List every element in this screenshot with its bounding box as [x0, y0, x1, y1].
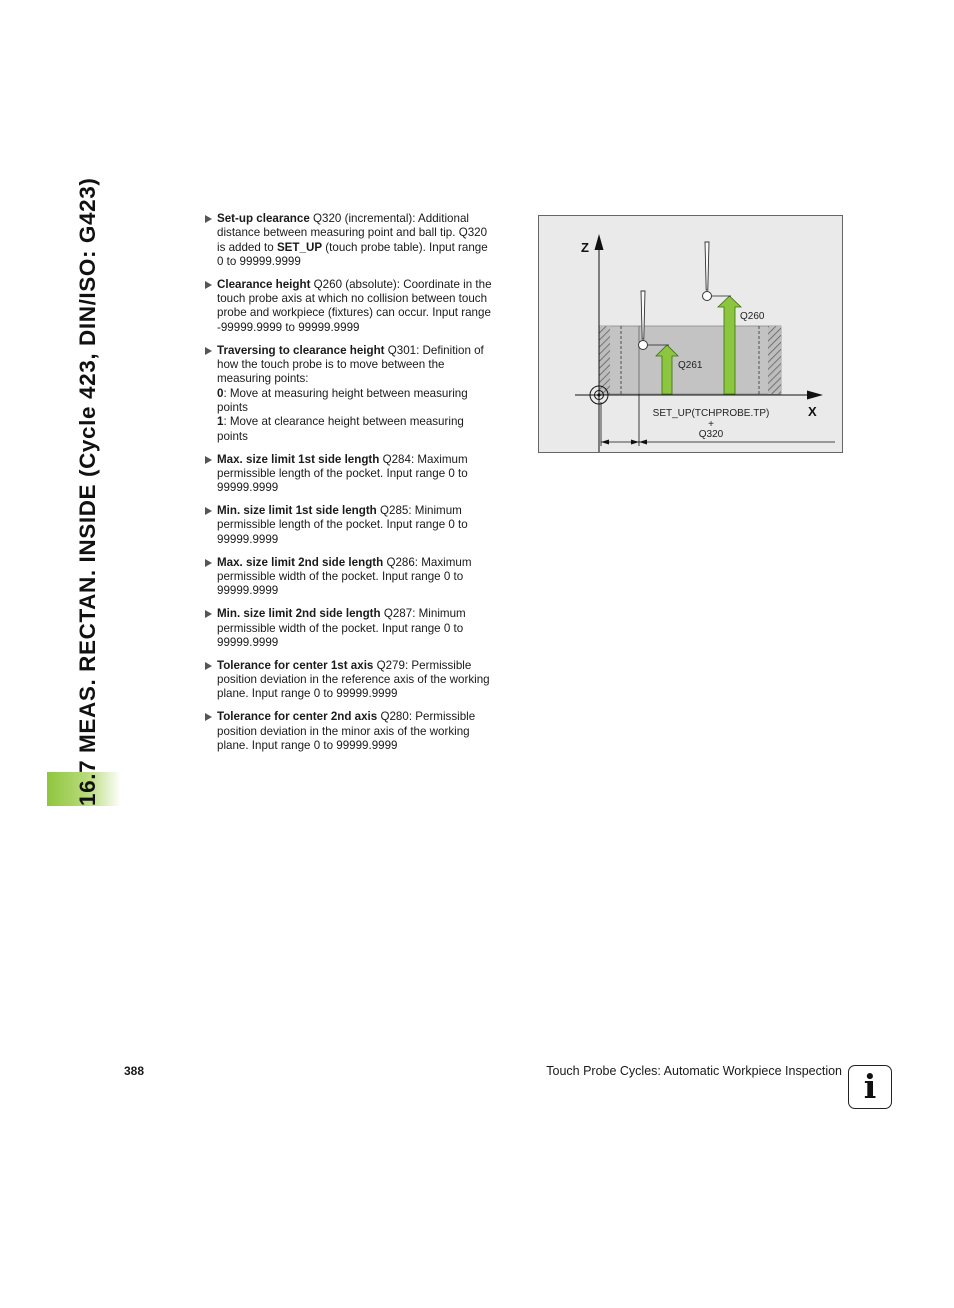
parameter-line	[217, 467, 522, 481]
parameter-term: Min. size limit 1st side length	[217, 504, 377, 518]
bullet-triangle-icon	[205, 507, 212, 515]
q261-label: Q261	[678, 360, 703, 371]
parameter-item	[204, 556, 522, 599]
parameter-line	[217, 533, 522, 547]
x-axis-arrowhead	[807, 391, 823, 400]
bullet-triangle-icon	[205, 662, 212, 670]
parameter-line	[217, 556, 522, 570]
parameter-line	[217, 321, 522, 335]
parameter-text: is added to	[217, 240, 277, 254]
bullet-triangle-icon	[205, 713, 212, 721]
parameter-text: 99999.9999	[217, 532, 279, 546]
probe-left-icon	[641, 291, 645, 339]
parameter-line	[217, 226, 522, 240]
z-axis-arrowhead	[595, 234, 604, 250]
parameter-item	[204, 607, 522, 650]
info-icon-glyph: i	[863, 1067, 877, 1106]
parameter-text: Q280: Permissible	[377, 710, 476, 724]
parameter-item	[204, 504, 522, 547]
parameter-text: Q284: Maximum	[379, 452, 468, 466]
setup-label: SET_UP(TCHPROBE.TP)	[652, 408, 770, 419]
parameter-line	[217, 292, 522, 306]
parameter-text: permissible width of the pocket. Input range 0 to	[217, 569, 464, 583]
parameter-line	[217, 372, 522, 386]
parameter-text: 0 to 99999.9999	[217, 254, 301, 268]
parameter-text: position deviation in the minor axis of the working	[217, 724, 470, 738]
parameter-text: how the touch probe is to move between the	[217, 358, 445, 372]
parameter-text: Q260 (absolute): Coordinate in the	[310, 277, 492, 291]
parameter-text: touch probe axis at which no collision between touch	[217, 292, 488, 306]
parameter-line	[217, 607, 522, 621]
parameter-term: Min. size limit 2nd side length	[217, 607, 381, 621]
page-number: 388	[124, 1064, 145, 1078]
parameter-line	[217, 584, 522, 598]
parameter-line	[217, 358, 522, 372]
parameter-item	[204, 278, 522, 335]
bullet-triangle-icon	[205, 456, 212, 464]
touch-probe-figure	[538, 215, 843, 453]
parameter-item	[204, 344, 522, 444]
parameter-line	[217, 430, 522, 444]
parameter-term: Tolerance for center 2nd axis	[217, 710, 378, 724]
parameter-text: Q320 (incremental): Additional	[309, 212, 469, 225]
plus-label: +	[708, 419, 714, 430]
parameter-text: points	[217, 429, 248, 443]
parameter-text: Q286: Maximum	[383, 555, 472, 569]
parameter-line	[217, 518, 522, 532]
parameter-line	[217, 673, 522, 687]
parameter-text: Q285: Minimum	[376, 504, 462, 518]
parameter-line	[217, 687, 522, 701]
parameter-term: Set-up clearance	[217, 212, 310, 225]
parameter-text: Q279: Permissible	[373, 658, 472, 672]
parameter-term: Tolerance for center 1st axis	[217, 658, 374, 672]
parameter-term: Max. size limit 2nd side length	[217, 555, 384, 569]
parameter-text: plane. Input range 0 to 99999.9999	[217, 739, 398, 752]
parameter-text: -99999.9999 to 99999.9999	[217, 320, 360, 334]
parameter-line	[217, 344, 522, 358]
parameter-line	[217, 481, 522, 495]
parameter-line	[217, 415, 522, 429]
parameter-line	[217, 306, 522, 320]
parameter-text: permissible width of the pocket. Input range 0 to	[217, 621, 464, 635]
parameter-text: permissible length of the pocket. Input range 0 to	[217, 466, 468, 480]
parameter-term: 0	[217, 386, 224, 400]
parameter-text: 99999.9999	[217, 481, 279, 495]
parameter-line	[217, 636, 522, 650]
probe-right-icon	[705, 242, 709, 290]
parameter-text: position deviation in the reference axis of the working	[217, 673, 490, 687]
parameter-text: (touch probe table). Input range	[322, 240, 488, 254]
parameter-line	[217, 504, 522, 518]
parameter-text: 99999.9999	[217, 635, 279, 649]
parameter-text: probe and workpiece (fixtures) can occur. Input range	[217, 306, 491, 320]
bullet-triangle-icon	[205, 610, 212, 618]
parameter-line	[217, 710, 522, 724]
parameter-text: permissible length of the pocket. Input range 0 to	[217, 518, 468, 532]
workpiece-wall-right	[768, 326, 781, 394]
parameter-line	[217, 255, 522, 269]
parameter-line	[217, 278, 522, 292]
parameter-line	[217, 387, 522, 401]
bullet-triangle-icon	[205, 347, 212, 355]
parameter-term: Clearance height	[217, 277, 311, 291]
q320-label: Q320	[698, 429, 724, 440]
parameter-text: Q301: Definition of	[384, 343, 484, 357]
parameter-text: points	[217, 400, 248, 414]
parameter-item	[204, 659, 522, 702]
parameter-line	[217, 241, 522, 255]
parameter-line	[217, 212, 522, 226]
probe-right-tip	[703, 292, 712, 301]
bullet-triangle-icon	[205, 281, 212, 289]
x-axis-label: X	[808, 404, 817, 419]
probe-left-tip	[639, 341, 648, 350]
parameter-text: plane. Input range 0 to 99999.9999	[217, 687, 398, 701]
parameter-text: : Move at clearance height between measuring	[223, 415, 464, 429]
footer-title: Touch Probe Cycles: Automatic Workpiece Inspection	[546, 1064, 842, 1078]
parameter-text: distance between measuring point and ball tip. Q320	[217, 226, 488, 240]
parameter-list	[204, 212, 522, 762]
parameter-term: 1	[217, 415, 224, 429]
bullet-triangle-icon	[205, 215, 212, 223]
parameter-item	[204, 453, 522, 496]
bullet-triangle-icon	[205, 559, 212, 567]
parameter-line	[217, 659, 522, 673]
parameter-line	[217, 401, 522, 415]
parameter-item	[204, 710, 522, 753]
parameter-text: : Move at measuring height between measuring	[223, 386, 468, 400]
workpiece-wall-left	[599, 326, 610, 394]
parameter-term: Max. size limit 1st side length	[217, 452, 380, 466]
z-axis-label: Z	[581, 240, 589, 255]
info-icon[interactable]	[848, 1065, 892, 1109]
parameter-line	[217, 739, 522, 753]
figure-drawing	[539, 216, 842, 452]
parameter-item	[204, 212, 522, 269]
parameter-line	[217, 453, 522, 467]
chapter-title: 16.7 MEAS. RECTAN. INSIDE (Cycle 423, DIN/ISO: G423)	[75, 177, 100, 806]
parameter-term: Traversing to clearance height	[217, 343, 385, 357]
parameter-text: Q287: Minimum	[380, 607, 466, 621]
parameter-term: SET_UP	[276, 240, 323, 254]
parameter-line	[217, 725, 522, 739]
parameter-line	[217, 622, 522, 636]
parameter-text: measuring points:	[217, 372, 309, 386]
parameter-text: 99999.9999	[217, 584, 279, 598]
parameter-line	[217, 570, 522, 584]
q260-label: Q260	[740, 311, 765, 322]
